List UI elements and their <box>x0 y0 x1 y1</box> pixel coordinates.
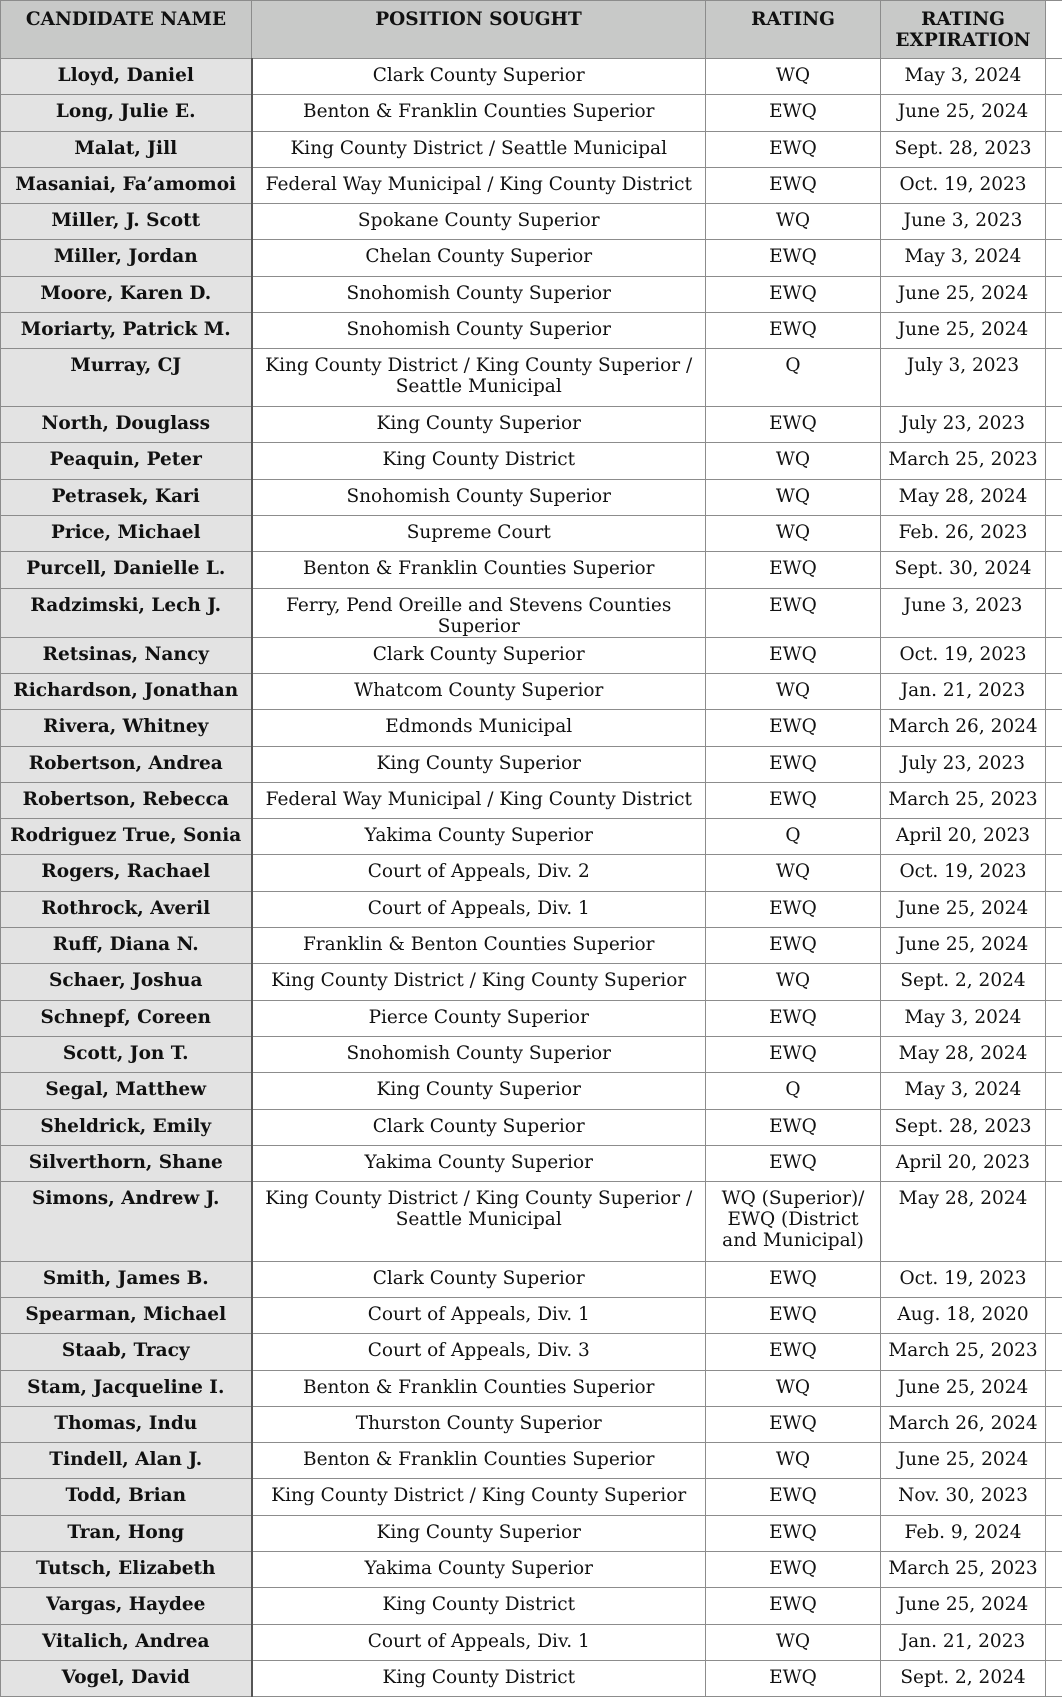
rating-cell: EWQ <box>706 710 881 746</box>
position-sought-cell: King County District / King County Superior / Seattle Municipal <box>252 1182 706 1262</box>
edge-cell <box>1046 891 1062 927</box>
position-sought-cell: Benton & Franklin Counties Superior <box>252 1443 706 1479</box>
position-sought-cell: Whatcom County Superior <box>252 673 706 709</box>
edge-cell <box>1046 746 1062 782</box>
rating-expiration-cell: June 3, 2023 <box>881 588 1046 637</box>
header-row <box>1 1 1062 59</box>
rating-cell: EWQ <box>706 928 881 964</box>
table-row <box>1 240 1062 276</box>
edge-cell <box>1046 1182 1062 1262</box>
position-sought-cell: Federal Way Municipal / King County District <box>252 167 706 203</box>
rating-cell: WQ <box>706 479 881 515</box>
table-row <box>1 1479 1062 1515</box>
header-position-sought: POSITION SOUGHT <box>252 1 706 59</box>
edge-cell <box>1046 1479 1062 1515</box>
edge-cell <box>1046 1297 1062 1333</box>
candidate-name-cell: Long, Julie E. <box>1 95 252 131</box>
rating-expiration-cell: June 25, 2024 <box>881 1443 1046 1479</box>
candidate-name-cell: Schnepf, Coreen <box>1 1000 252 1036</box>
rating-expiration-cell: May 28, 2024 <box>881 479 1046 515</box>
rating-cell: EWQ <box>706 95 881 131</box>
table-row <box>1 928 1062 964</box>
edge-cell <box>1046 928 1062 964</box>
rating-expiration-cell: Nov. 30, 2023 <box>881 1479 1046 1515</box>
rating-cell: EWQ <box>706 588 881 637</box>
rating-cell: EWQ <box>706 1588 881 1624</box>
header-rating: RATING <box>706 1 881 59</box>
rating-expiration-cell: Sept. 2, 2024 <box>881 1660 1046 1696</box>
table-row <box>1 1182 1062 1262</box>
rating-expiration-cell: June 25, 2024 <box>881 891 1046 927</box>
table-row <box>1 1406 1062 1442</box>
table-row <box>1 131 1062 167</box>
position-sought-cell: Clark County Superior <box>252 637 706 673</box>
position-sought-cell: Snohomish County Superior <box>252 479 706 515</box>
rating-expiration-cell: Sept. 28, 2023 <box>881 131 1046 167</box>
edge-cell <box>1046 1370 1062 1406</box>
rating-cell: WQ <box>706 204 881 240</box>
position-sought-cell: Court of Appeals, Div. 1 <box>252 1297 706 1333</box>
edge-cell <box>1046 276 1062 312</box>
edge-cell <box>1046 313 1062 349</box>
edge-cell <box>1046 59 1062 95</box>
edge-cell <box>1046 131 1062 167</box>
rating-cell: EWQ <box>706 1145 881 1181</box>
candidate-name-cell: Purcell, Danielle L. <box>1 552 252 588</box>
candidate-name-cell: Stam, Jacqueline I. <box>1 1370 252 1406</box>
position-sought-cell: King County District <box>252 1588 706 1624</box>
position-sought-cell: Benton & Franklin Counties Superior <box>252 1370 706 1406</box>
table-row <box>1 1109 1062 1145</box>
edge-cell <box>1046 1261 1062 1297</box>
candidate-name-cell: Vitalich, Andrea <box>1 1624 252 1660</box>
position-sought-cell: Edmonds Municipal <box>252 710 706 746</box>
rating-cell: EWQ <box>706 1515 881 1551</box>
edge-cell <box>1046 1551 1062 1587</box>
candidate-name-cell: Miller, J. Scott <box>1 204 252 240</box>
table-row <box>1 588 1062 637</box>
candidate-name-cell: North, Douglass <box>1 407 252 443</box>
table-row <box>1 964 1062 1000</box>
position-sought-cell: King County District / King County Superior <box>252 1479 706 1515</box>
rating-cell: EWQ <box>706 782 881 818</box>
rating-cell: WQ <box>706 673 881 709</box>
rating-expiration-cell: June 3, 2023 <box>881 204 1046 240</box>
rating-expiration-cell: April 20, 2023 <box>881 1145 1046 1181</box>
candidate-name-cell: Vogel, David <box>1 1660 252 1696</box>
position-sought-cell: Chelan County Superior <box>252 240 706 276</box>
table-row <box>1 59 1062 95</box>
position-sought-cell: King County Superior <box>252 407 706 443</box>
candidate-name-cell: Ruff, Diana N. <box>1 928 252 964</box>
rating-expiration-cell: Oct. 19, 2023 <box>881 855 1046 891</box>
rating-expiration-cell: March 25, 2023 <box>881 1334 1046 1370</box>
table-row <box>1 276 1062 312</box>
header-candidate-name: CANDIDATE NAME <box>1 1 252 59</box>
edge-cell <box>1046 407 1062 443</box>
table-row <box>1 407 1062 443</box>
rating-cell: WQ <box>706 1370 881 1406</box>
table-row <box>1 1660 1062 1696</box>
rating-expiration-cell: July 3, 2023 <box>881 349 1046 407</box>
edge-cell <box>1046 964 1062 1000</box>
table-row <box>1 1588 1062 1624</box>
candidate-name-cell: Staab, Tracy <box>1 1334 252 1370</box>
rating-expiration-cell: Oct. 19, 2023 <box>881 637 1046 673</box>
rating-expiration-cell: March 25, 2023 <box>881 782 1046 818</box>
edge-cell <box>1046 167 1062 203</box>
position-sought-cell: King County Superior <box>252 746 706 782</box>
rating-cell: WQ <box>706 443 881 479</box>
table-row <box>1 891 1062 927</box>
position-sought-cell: Court of Appeals, Div. 3 <box>252 1334 706 1370</box>
header-edge-column <box>1046 1 1062 59</box>
candidate-name-cell: Todd, Brian <box>1 1479 252 1515</box>
edge-cell <box>1046 443 1062 479</box>
candidate-name-cell: Rodriguez True, Sonia <box>1 819 252 855</box>
rating-cell: Q <box>706 1073 881 1109</box>
rating-expiration-cell: May 3, 2024 <box>881 59 1046 95</box>
candidate-name-cell: Retsinas, Nancy <box>1 637 252 673</box>
rating-expiration-cell: May 3, 2024 <box>881 1073 1046 1109</box>
candidate-name-cell: Smith, James B. <box>1 1261 252 1297</box>
header-rating-expiration: RATING EXPIRATION <box>881 1 1046 59</box>
position-sought-cell: Clark County Superior <box>252 1109 706 1145</box>
position-sought-cell: Spokane County Superior <box>252 204 706 240</box>
edge-cell <box>1046 479 1062 515</box>
rating-cell: Q <box>706 349 881 407</box>
edge-cell <box>1046 782 1062 818</box>
candidate-name-cell: Tindell, Alan J. <box>1 1443 252 1479</box>
edge-cell <box>1046 637 1062 673</box>
candidate-name-cell: Price, Michael <box>1 516 252 552</box>
rating-cell: WQ <box>706 59 881 95</box>
candidate-name-cell: Spearman, Michael <box>1 1297 252 1333</box>
rating-expiration-cell: May 3, 2024 <box>881 1000 1046 1036</box>
table-row <box>1 552 1062 588</box>
candidate-name-cell: Schaer, Joshua <box>1 964 252 1000</box>
rating-cell: WQ (Superior)/ EWQ (District and Municipal) <box>706 1182 881 1262</box>
rating-cell: EWQ <box>706 1551 881 1587</box>
position-sought-cell: Snohomish County Superior <box>252 313 706 349</box>
table-row <box>1 1624 1062 1660</box>
rating-cell: WQ <box>706 516 881 552</box>
table-row <box>1 819 1062 855</box>
rating-expiration-cell: March 26, 2024 <box>881 710 1046 746</box>
rating-expiration-cell: June 25, 2024 <box>881 1588 1046 1624</box>
position-sought-cell: Ferry, Pend Oreille and Stevens Counties Superior <box>252 588 706 637</box>
position-sought-cell: Clark County Superior <box>252 59 706 95</box>
position-sought-cell: Federal Way Municipal / King County District <box>252 782 706 818</box>
rating-cell: EWQ <box>706 313 881 349</box>
position-sought-cell: King County Superior <box>252 1073 706 1109</box>
edge-cell <box>1046 240 1062 276</box>
rating-expiration-cell: June 25, 2024 <box>881 95 1046 131</box>
table-row <box>1 746 1062 782</box>
rating-cell: EWQ <box>706 746 881 782</box>
rating-cell: EWQ <box>706 552 881 588</box>
rating-expiration-cell: March 26, 2024 <box>881 1406 1046 1442</box>
rating-cell: EWQ <box>706 637 881 673</box>
edge-cell <box>1046 1000 1062 1036</box>
rating-expiration-cell: Jan. 21, 2023 <box>881 1624 1046 1660</box>
table-row <box>1 1073 1062 1109</box>
table-row <box>1 479 1062 515</box>
position-sought-cell: Yakima County Superior <box>252 819 706 855</box>
candidate-name-cell: Masaniai, Fa’amomoi <box>1 167 252 203</box>
rating-expiration-cell: Sept. 28, 2023 <box>881 1109 1046 1145</box>
position-sought-cell: King County District <box>252 1660 706 1696</box>
rating-expiration-cell: March 25, 2023 <box>881 1551 1046 1587</box>
position-sought-cell: King County Superior <box>252 1515 706 1551</box>
table-row <box>1 637 1062 673</box>
candidate-name-cell: Scott, Jon T. <box>1 1036 252 1072</box>
position-sought-cell: Thurston County Superior <box>252 1406 706 1442</box>
candidate-name-cell: Rogers, Rachael <box>1 855 252 891</box>
rating-cell: WQ <box>706 855 881 891</box>
position-sought-cell: King County District / Seattle Municipal <box>252 131 706 167</box>
candidate-name-cell: Silverthorn, Shane <box>1 1145 252 1181</box>
position-sought-cell: Snohomish County Superior <box>252 1036 706 1072</box>
rating-expiration-cell: June 25, 2024 <box>881 276 1046 312</box>
candidate-name-cell: Sheldrick, Emily <box>1 1109 252 1145</box>
edge-cell <box>1046 1334 1062 1370</box>
table-row <box>1 1261 1062 1297</box>
rating-expiration-cell: Sept. 30, 2024 <box>881 552 1046 588</box>
candidate-name-cell: Radzimski, Lech J. <box>1 588 252 637</box>
rating-expiration-cell: Oct. 19, 2023 <box>881 167 1046 203</box>
position-sought-cell: King County District / King County Superior / Seattle Municipal <box>252 349 706 407</box>
rating-cell: EWQ <box>706 1660 881 1696</box>
rating-cell: WQ <box>706 1624 881 1660</box>
rating-expiration-cell: Feb. 9, 2024 <box>881 1515 1046 1551</box>
candidate-name-cell: Murray, CJ <box>1 349 252 407</box>
rating-cell: Q <box>706 819 881 855</box>
candidate-name-cell: Simons, Andrew J. <box>1 1182 252 1262</box>
candidate-name-cell: Lloyd, Daniel <box>1 59 252 95</box>
edge-cell <box>1046 819 1062 855</box>
rating-cell: EWQ <box>706 1036 881 1072</box>
position-sought-cell: Clark County Superior <box>252 1261 706 1297</box>
edge-cell <box>1046 1660 1062 1696</box>
rating-cell: EWQ <box>706 1297 881 1333</box>
rating-cell: EWQ <box>706 240 881 276</box>
rating-cell: EWQ <box>706 891 881 927</box>
table-row <box>1 443 1062 479</box>
candidate-name-cell: Tutsch, Elizabeth <box>1 1551 252 1587</box>
table-row <box>1 95 1062 131</box>
table-row <box>1 1036 1062 1072</box>
rating-expiration-cell: April 20, 2023 <box>881 819 1046 855</box>
candidate-name-cell: Moore, Karen D. <box>1 276 252 312</box>
rating-expiration-cell: June 25, 2024 <box>881 928 1046 964</box>
table-row <box>1 710 1062 746</box>
candidate-name-cell: Miller, Jordan <box>1 240 252 276</box>
candidate-name-cell: Peaquin, Peter <box>1 443 252 479</box>
rating-cell: EWQ <box>706 167 881 203</box>
rating-expiration-cell: Sept. 2, 2024 <box>881 964 1046 1000</box>
rating-cell: EWQ <box>706 1109 881 1145</box>
table-row <box>1 516 1062 552</box>
position-sought-cell: Franklin & Benton Counties Superior <box>252 928 706 964</box>
edge-cell <box>1046 1036 1062 1072</box>
candidate-name-cell: Richardson, Jonathan <box>1 673 252 709</box>
edge-cell <box>1046 855 1062 891</box>
edge-cell <box>1046 349 1062 407</box>
table-row <box>1 204 1062 240</box>
rating-cell: EWQ <box>706 1000 881 1036</box>
position-sought-cell: Pierce County Superior <box>252 1000 706 1036</box>
rating-cell: EWQ <box>706 1406 881 1442</box>
position-sought-cell: Court of Appeals, Div. 1 <box>252 891 706 927</box>
edge-cell <box>1046 673 1062 709</box>
rating-cell: WQ <box>706 1443 881 1479</box>
rating-cell: EWQ <box>706 1261 881 1297</box>
rating-expiration-cell: June 25, 2024 <box>881 1370 1046 1406</box>
edge-cell <box>1046 1515 1062 1551</box>
rating-cell: EWQ <box>706 1334 881 1370</box>
table-row <box>1 1334 1062 1370</box>
position-sought-cell: Benton & Franklin Counties Superior <box>252 552 706 588</box>
rating-cell: EWQ <box>706 407 881 443</box>
rating-expiration-cell: May 28, 2024 <box>881 1036 1046 1072</box>
position-sought-cell: King County District / King County Superior <box>252 964 706 1000</box>
candidate-name-cell: Moriarty, Patrick M. <box>1 313 252 349</box>
table-row <box>1 855 1062 891</box>
position-sought-cell: Benton & Franklin Counties Superior <box>252 95 706 131</box>
position-sought-cell: Court of Appeals, Div. 2 <box>252 855 706 891</box>
table-row <box>1 349 1062 407</box>
candidate-name-cell: Rivera, Whitney <box>1 710 252 746</box>
candidate-name-cell: Petrasek, Kari <box>1 479 252 515</box>
edge-cell <box>1046 552 1062 588</box>
position-sought-cell: Court of Appeals, Div. 1 <box>252 1624 706 1660</box>
candidate-name-cell: Vargas, Haydee <box>1 1588 252 1624</box>
candidate-name-cell: Segal, Matthew <box>1 1073 252 1109</box>
position-sought-cell: Snohomish County Superior <box>252 276 706 312</box>
table-row <box>1 1443 1062 1479</box>
edge-cell <box>1046 1145 1062 1181</box>
table-row <box>1 1297 1062 1333</box>
rating-expiration-cell: March 25, 2023 <box>881 443 1046 479</box>
edge-cell <box>1046 588 1062 637</box>
rating-cell: EWQ <box>706 276 881 312</box>
edge-cell <box>1046 1588 1062 1624</box>
table-row <box>1 782 1062 818</box>
rating-expiration-cell: July 23, 2023 <box>881 746 1046 782</box>
position-sought-cell: Supreme Court <box>252 516 706 552</box>
table-row <box>1 1000 1062 1036</box>
rating-expiration-cell: Aug. 18, 2020 <box>881 1297 1046 1333</box>
table-row <box>1 1145 1062 1181</box>
rating-cell: EWQ <box>706 1479 881 1515</box>
rating-expiration-cell: May 3, 2024 <box>881 240 1046 276</box>
edge-cell <box>1046 95 1062 131</box>
candidate-name-cell: Tran, Hong <box>1 1515 252 1551</box>
table-row <box>1 1515 1062 1551</box>
candidate-name-cell: Thomas, Indu <box>1 1406 252 1442</box>
table-row <box>1 167 1062 203</box>
rating-expiration-cell: July 23, 2023 <box>881 407 1046 443</box>
rating-expiration-cell: May 28, 2024 <box>881 1182 1046 1262</box>
rating-cell: WQ <box>706 964 881 1000</box>
edge-cell <box>1046 516 1062 552</box>
rating-cell: EWQ <box>706 131 881 167</box>
candidate-name-cell: Robertson, Rebecca <box>1 782 252 818</box>
table-row <box>1 1551 1062 1587</box>
position-sought-cell: King County District <box>252 443 706 479</box>
table-row <box>1 313 1062 349</box>
rating-expiration-cell: Feb. 26, 2023 <box>881 516 1046 552</box>
candidate-name-cell: Rothrock, Averil <box>1 891 252 927</box>
edge-cell <box>1046 204 1062 240</box>
edge-cell <box>1046 1443 1062 1479</box>
position-sought-cell: Yakima County Superior <box>252 1551 706 1587</box>
candidate-name-cell: Malat, Jill <box>1 131 252 167</box>
edge-cell <box>1046 1406 1062 1442</box>
table-row <box>1 1370 1062 1406</box>
rating-expiration-cell: Oct. 19, 2023 <box>881 1261 1046 1297</box>
position-sought-cell: Yakima County Superior <box>252 1145 706 1181</box>
table-row <box>1 673 1062 709</box>
rating-expiration-cell: Jan. 21, 2023 <box>881 673 1046 709</box>
edge-cell <box>1046 1109 1062 1145</box>
rating-expiration-cell: June 25, 2024 <box>881 313 1046 349</box>
edge-cell <box>1046 1073 1062 1109</box>
edge-cell <box>1046 1624 1062 1660</box>
candidate-name-cell: Robertson, Andrea <box>1 746 252 782</box>
edge-cell <box>1046 710 1062 746</box>
